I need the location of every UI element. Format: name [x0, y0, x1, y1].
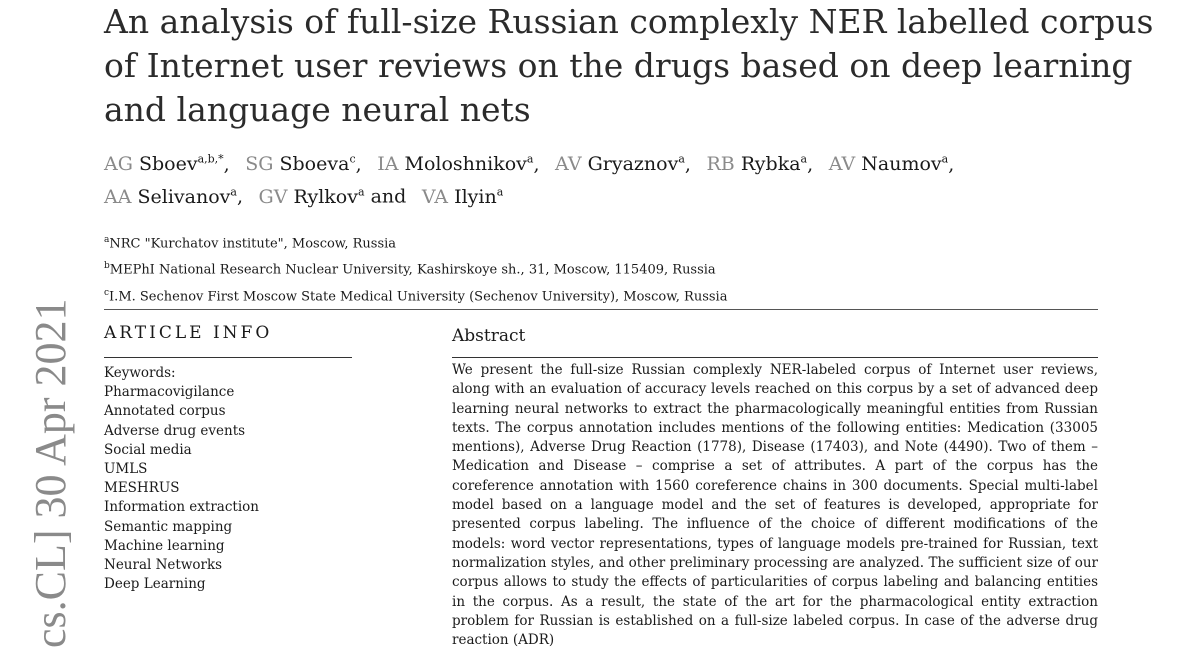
keyword: Deep Learning [104, 576, 206, 593]
author-affiliation-mark: a [526, 153, 534, 166]
divider [104, 309, 1098, 310]
affiliation-text: MEPhI National Research Nuclear University, Kashirskoye sh., 31, Moscow, 115409, Russia [109, 262, 716, 278]
affiliation-mark: a [104, 235, 110, 245]
author-affiliation-mark: a [941, 153, 949, 166]
author [377, 153, 533, 175]
author-conjunction: and [370, 185, 407, 208]
author [245, 153, 355, 175]
author-initials: AA [104, 185, 132, 208]
author-surname: Rybka [740, 153, 801, 176]
author-affiliation-mark: a [357, 185, 365, 199]
affiliations [104, 229, 1164, 308]
paper-title: An analysis of full-size Russian complexly NER labelled corpus of Internet user reviews on the drugs based on deep learning and language neural nets [104, 2, 1154, 129]
keyword: Pharmacovigilance [104, 384, 235, 401]
author [104, 153, 224, 175]
arxiv-stamp: cs.CL] 30 Apr 2021 [26, 298, 75, 648]
keyword: Social media [104, 441, 192, 458]
affiliation [104, 229, 1164, 255]
author-affiliation-mark: c [349, 153, 356, 166]
author-affiliation-mark: a [496, 185, 504, 199]
divider [452, 357, 1098, 358]
affiliation [104, 255, 1164, 281]
author-affiliation-mark: a [800, 153, 808, 166]
author-initials: AV [828, 153, 856, 176]
keyword: Machine learning [104, 537, 225, 554]
author-surname: Moloshnikov [404, 153, 527, 176]
author-initials: AV [555, 153, 582, 176]
author-initials: VA [421, 185, 449, 208]
keyword: Neural Networks [104, 557, 223, 574]
keyword: Adverse drug events [104, 422, 246, 439]
keywords-list [104, 364, 364, 594]
author-affiliation-mark: a [678, 153, 685, 166]
author-surname: Selivanov [137, 185, 231, 208]
keyword: MESHRUS [104, 480, 180, 497]
affiliation-text: I.M. Sechenov First Moscow State Medical University (Sechenov University), Moscow, Russia [109, 288, 728, 304]
abstract-heading: Abstract [452, 326, 526, 346]
author [707, 153, 808, 175]
keyword: Information extraction [104, 499, 259, 516]
keyword: Annotated corpus [104, 403, 226, 420]
affiliation-mark: c [104, 287, 110, 298]
author-initials: AG [104, 153, 133, 176]
author [104, 186, 237, 208]
keyword: UMLS [104, 461, 148, 478]
affiliation-text: NRC "Kurchatov institute", Moscow, Russia [109, 236, 397, 252]
author [555, 153, 685, 175]
author-affiliation-mark: a [230, 185, 237, 199]
author-surname: Naumov [861, 153, 942, 176]
author-initials: RB [706, 153, 735, 176]
author-affiliation-mark: a,b,* [197, 153, 224, 166]
author-surname: Sboev [138, 153, 198, 176]
author-surname: Rylkov [293, 185, 358, 208]
author-initials: GV [258, 185, 288, 208]
keyword: Semantic mapping [104, 518, 233, 535]
author-surname: Gryaznov [587, 153, 679, 176]
author [829, 153, 949, 175]
abstract-text: We present the full-size Russian complexly NER-labeled corpus of Internet user reviews, along with an evaluation of accuracy levels reached on this corpus by a set of advanced deep learning neural networks to extract the pharmacologically meaningful entities from Russian texts. The corpus annotation includes mentions of the following entities: Medication (33005 mentions), Adverse Drug Reaction (1778), Disease (17403), and Note (4490). Two of them – Medication and Disease – comprise a set of attributes. A part of the corpus has the coreference annotation with 1560 coreference chains in 300 documents. Special multi-label model based on a language model and the set of features is developed, appropriate for presented corpus labeling. The influence of the choice of different modifications of the models: word vector representations, types of language models pre-trained for Russian, text normalization styles, and other preliminary processing are analyzed. The sufficient size of our corpus allows to study the effects of particularities of corpus labeling and balancing entities in the corpus. As a result, the state of the art for the pharmacological entity extraction problem for Russian is established on a full-size labeled corpus. In case of the adverse drug reaction (ADR) [452, 362, 1098, 649]
author-initials: IA [377, 153, 399, 176]
author [422, 186, 503, 208]
author [259, 186, 365, 208]
affiliation-mark: b [104, 261, 110, 272]
keywords-label: Keywords: [104, 365, 176, 381]
affiliation [104, 282, 1164, 308]
author-initials: SG [245, 153, 274, 176]
divider [104, 357, 352, 358]
author-list: AG Sboev$^{a,b,*}$, SG Sboeva$^c$, IA Moloshnikov$^a$, AV Gryaznov$^a$, RB Rybka$^a$, AV Naumov$^a$, AA Selivanov$^a$, GV Rylkov$^a$ and VA Ilyin$^a$ [104, 153, 964, 208]
author-surname: Ilyin [454, 185, 497, 208]
author-surname: Sboeva [279, 153, 350, 176]
article-info-heading: ARTICLE INFO [104, 323, 273, 343]
